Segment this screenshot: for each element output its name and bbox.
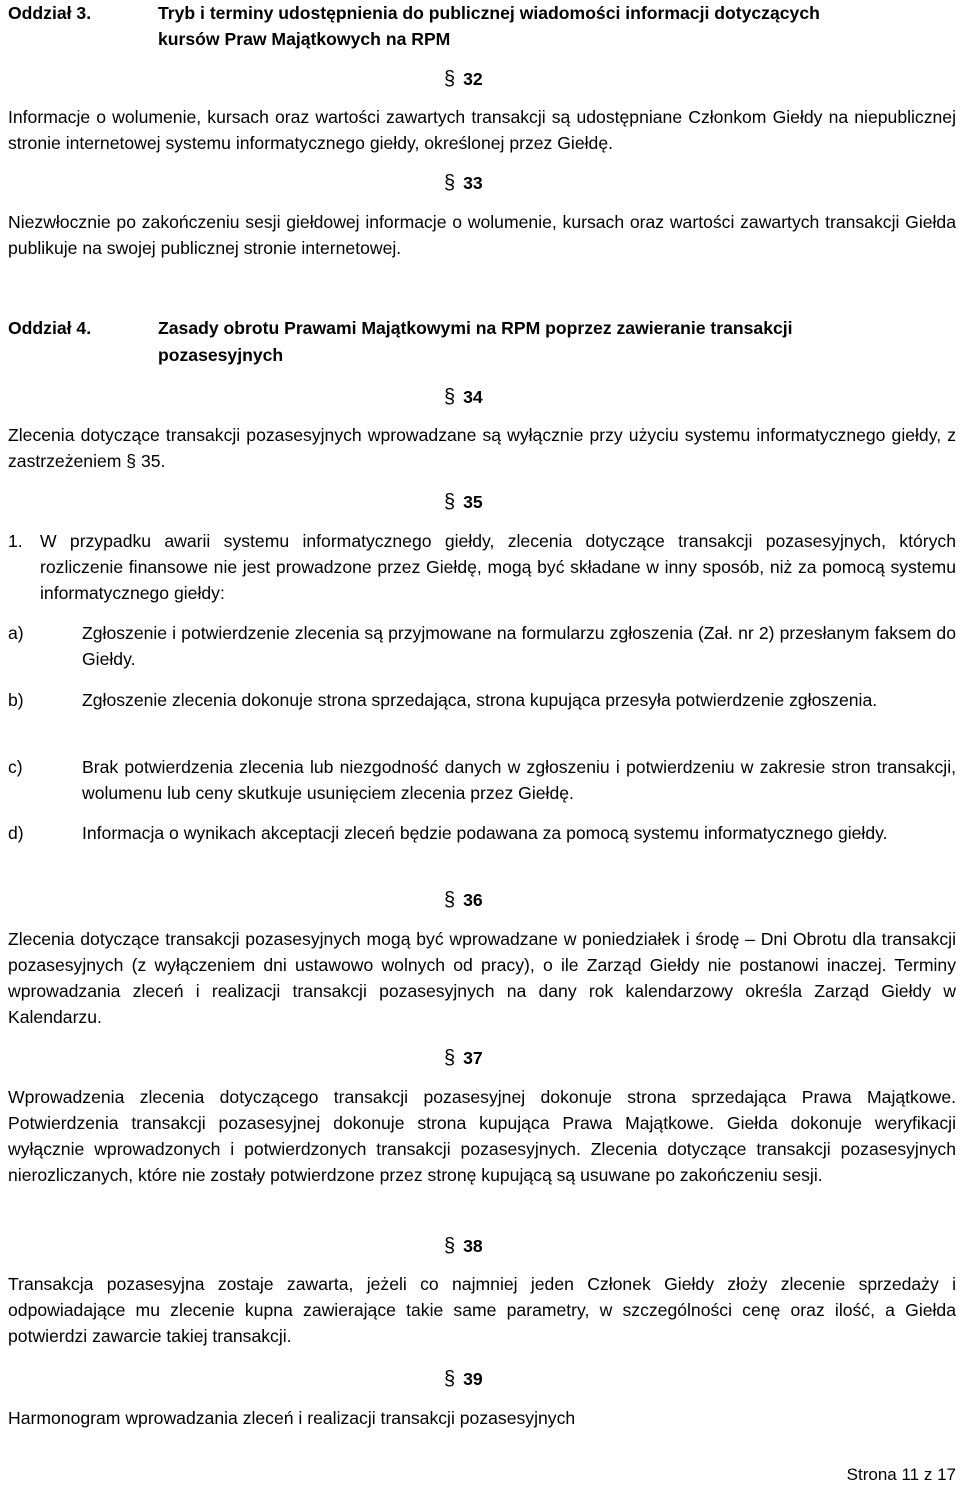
section-symbol: §: [444, 1235, 456, 1257]
section-number: 36: [463, 890, 483, 910]
list-item-d-text: Informacja o wynikach akceptacji zleceń będzie podawana za pomocą systemu informatycznego giełdy.: [82, 823, 888, 843]
section-symbol: §: [444, 491, 456, 513]
section-38-heading: [444, 1233, 483, 1259]
section-32-heading: [444, 66, 483, 92]
list-item-c-label: c): [8, 757, 23, 777]
section-number: 38: [463, 1236, 483, 1256]
section-number: 35: [463, 492, 483, 512]
section-symbol: §: [444, 889, 456, 911]
list-item-c-text: Brak potwierdzenia zlecenia lub niezgodność danych w zgłoszeniu i potwierdzeniu w zakresie stron transakcji, wolumenu lub ceny skutkuje usunięciem zlecenia przez Giełdę.: [82, 757, 956, 803]
division-3-label: Oddział 3.: [8, 3, 92, 23]
section-37-heading: [444, 1045, 483, 1071]
division-4-label: Oddział 4.: [8, 318, 92, 338]
section-symbol: §: [444, 172, 456, 194]
section-33-text: Niezwłocznie po zakończeniu sesji giełdowej informacje o wolumenie, kursach oraz wartości zawartych transakcji Giełda publikuje na swojej publicznej stronie internetowej.: [8, 212, 956, 258]
section-symbol: §: [444, 68, 456, 90]
list-item-a-label: a): [8, 623, 24, 643]
section-37-text: Wprowadzenia zlecenia dotyczącego transakcji pozasesyjnej dokonuje strona sprzedająca Prawa Majątkowe. Potwierdzenia transakcji pozasesyjnej dokonuje strona kupująca Prawa Majątkowe. Giełda dokonuje weryfikacji wyłącznie wprowadzonych i potwierdzonych transakcji pozasesyjnych. Zlecenia dotyczące transakcji pozasesyjnych nierozliczanych, które nie zostały potwierdzone przez stronę kupującą są usuwane po zakończeniu sesji.: [8, 1087, 956, 1185]
section-32-text: Informacje o wolumenie, kursach oraz wartości zawartych transakcji są udostępniane Członkom Giełdy na niepublicznej stronie internetowej systemu informatycznego giełdy, określonej przez Giełdę.: [8, 107, 956, 153]
division-3-title-line-1: Tryb i terminy udostępnienia do publicznej wiadomości informacji dotyczących: [158, 3, 820, 23]
division-4-title-line-2: pozasesyjnych: [158, 345, 284, 365]
section-number: 33: [463, 173, 483, 193]
section-number: 34: [463, 387, 483, 407]
section-number: 32: [463, 69, 483, 89]
section-35-heading: [444, 489, 483, 515]
list-item-a-text: Zgłoszenie i potwierdzenie zlecenia są przyjmowane na formularzu zgłoszenia (Zał. nr 2) przesłanym faksem do Giełdy.: [82, 623, 956, 669]
section-39-text: Harmonogram wprowadzania zleceń i realizacji transakcji pozasesyjnych: [8, 1408, 576, 1428]
section-number: 39: [463, 1369, 483, 1389]
list-item-b-text: Zgłoszenie zlecenia dokonuje strona sprzedająca, strona kupująca przesyła potwierdzenie zgłoszenia.: [82, 690, 878, 710]
section-symbol: §: [444, 1047, 456, 1069]
list-item-d-label: d): [8, 823, 24, 843]
section-35-item-1-text: W przypadku awarii systemu informatycznego giełdy, zlecenia dotyczące transakcji pozasesyjnych, których rozliczenie finansowe nie jest prowadzone przez Giełdę, mogą być składane w inny sposób, niż za pomocą systemu informatycznego giełdy:: [40, 531, 956, 603]
section-34-text: Zlecenia dotyczące transakcji pozasesyjnych wprowadzane są wyłącznie przy użyciu systemu informatycznego giełdy, z zastrzeżeniem § 35.: [8, 425, 956, 471]
section-35-item-1-label: 1.: [8, 531, 23, 551]
section-38-text: Transakcja pozasesyjna zostaje zawarta, jeżeli co najmniej jeden Członek Giełdy złoży zlecenie sprzedaży i odpowiadające mu zlecenie kupna zawierające takie same parametry, w szczególności cenę oraz ilość, a Giełda potwierdzi zawarcie takiej transakcji.: [8, 1274, 956, 1346]
division-3-title-line-2: kursów Praw Majątkowych na RPM: [158, 29, 451, 49]
division-4-title-line-1: Zasady obrotu Prawami Majątkowymi na RPM poprzez zawieranie transakcji: [158, 318, 793, 338]
section-36-heading: [444, 887, 483, 913]
section-34-heading: [444, 384, 483, 410]
list-item-b-label: b): [8, 690, 24, 710]
section-symbol: §: [444, 1368, 456, 1390]
section-symbol: §: [444, 386, 456, 408]
section-39-heading: [444, 1366, 483, 1392]
section-number: 37: [463, 1048, 483, 1068]
section-36-text: Zlecenia dotyczące transakcji pozasesyjnych mogą być wprowadzane w poniedziałek i środę – Dni Obrotu dla transakcji pozasesyjnych (z wyłączeniem dni ustawowo wolnych od pracy), o ile Zarząd Giełdy nie postanowi inaczej. Terminy wprowadzania zleceń i realizacji transakcji pozasesyjnych na dany rok kalendarzowy określa Zarząd Giełdy w Kalendarzu.: [8, 929, 956, 1027]
page-number: Strona 11 z 17: [846, 1465, 956, 1484]
section-33-heading: [444, 170, 483, 196]
